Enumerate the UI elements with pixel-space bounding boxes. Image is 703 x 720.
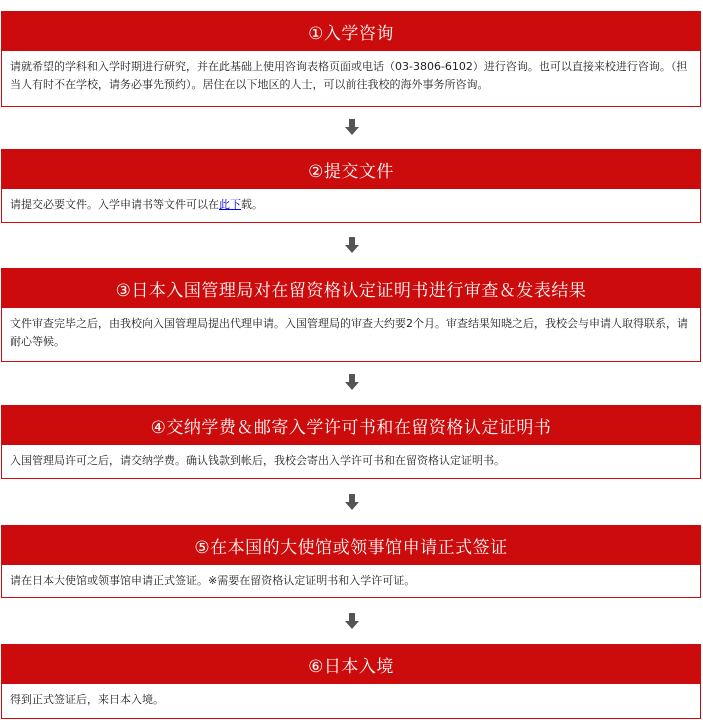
arrow-down-icon (345, 374, 359, 390)
step-description: 入国管理局许可之后，请交纳学费。确认钱款到帐后，我校会寄出入学许可书和在留资格认定证明书。 (1, 445, 701, 479)
step-apply-visa (1, 525, 701, 598)
step-description: 文件审查完毕之后，由我校向入国管理局提出代理申请。入国管理局的审查大约要2个月。审查结果知晓之后，我校会与申请人取得联系，请耐心等候。 (1, 308, 701, 362)
step-title: ②提交文件 (1, 149, 701, 189)
step-submit-documents (1, 149, 701, 223)
step-title: ⑤在本国的大使馆或领事馆申请正式签证 (1, 525, 701, 565)
download-link[interactable]: 此下 (219, 198, 241, 211)
arrow-down-icon (345, 237, 359, 253)
step-description-text-end: 载。 (241, 198, 263, 211)
step-description: 得到正式签证后，来日本入境。 (1, 684, 701, 719)
step-title: ③日本入国管理局对在留资格认定证明书进行审查＆发表结果 (1, 268, 701, 308)
step-description (1, 189, 701, 223)
step-description-text: 请提交必要文件。入学申请书等文件可以在 (10, 198, 219, 211)
step-title: ①入学咨询 (1, 11, 701, 51)
step-description: 请在日本大使馆或领事馆申请正式签证。※需要在留资格认定证明书和入学许可证。 (1, 565, 701, 598)
step-consultation (1, 11, 701, 107)
arrow-down-icon (345, 613, 359, 629)
step-description: 请就希望的学科和入学时期进行研究，并在此基础上使用咨询表格页面或电话（03-3806-6102）进行咨询。也可以直接来校进行咨询。（担当人有时不在学校，请务必事先预约）。居住在以下地区的人士，可以前往我校的海外事务所咨询。 (1, 51, 701, 107)
arrow-down-icon (345, 119, 359, 135)
step-pay-tuition (1, 405, 701, 479)
step-title: ⑥日本入境 (1, 644, 701, 684)
step-immigration-review (1, 268, 701, 362)
arrow-down-icon (345, 494, 359, 510)
step-enter-japan (1, 644, 701, 719)
step-title: ④交纳学费＆邮寄入学许可书和在留资格认定证明书 (1, 405, 701, 445)
